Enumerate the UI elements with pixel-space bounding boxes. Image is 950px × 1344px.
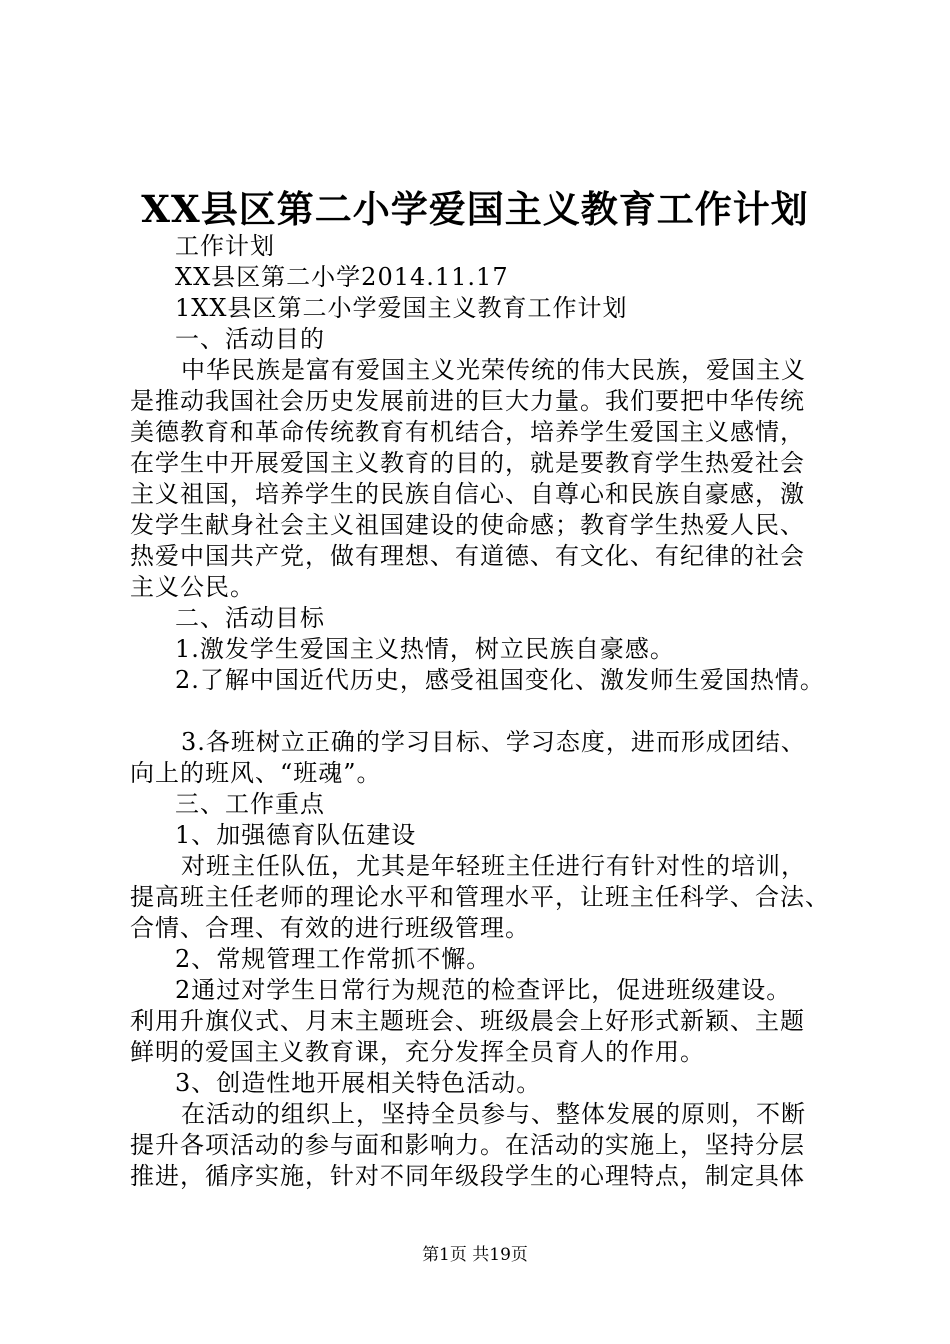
text-line: 工作计划 [175,232,275,260]
text-line: XX县区第二小学2014.11.17 [175,263,509,291]
paragraph-line: 在学生中开展爱国主义教育的目的，就是要教育学生热爱社会 [130,449,805,477]
paragraph-line: 2通过对学生日常行为规范的检查评比，促进班级建设。 [175,976,792,1004]
paragraph-line: 对班主任队伍，尤其是年轻班主任进行有针对性的培训， [181,852,806,880]
subsection-heading: 2、常规管理工作常抓不懈。 [175,945,492,973]
list-item: 2.了解中国近代历史，感受祖国变化、激发师生爱国热情。 [175,666,825,694]
paragraph-line: 主义公民。 [130,573,255,601]
paragraph-line: 提高班主任老师的理论水平和管理水平，让班主任科学、合法、 [130,883,830,911]
paragraph-line: 中华民族是富有爱国主义光荣传统的伟大民族，爱国主义 [181,356,806,384]
paragraph-line: 利用升旗仪式、月末主题班会、班级晨会上好形式新颖、主题 [130,1007,805,1035]
paragraph-line: 主义祖国，培养学生的民族自信心、自尊心和民族自豪感，激 [130,480,805,508]
subsection-heading: 1、加强德育队伍建设 [175,821,417,849]
paragraph-line: 发学生献身社会主义祖国建设的使命感；教育学生热爱人民、 [130,511,805,539]
subsection-heading: 3、创造性地开展相关特色活动。 [175,1069,542,1097]
paragraph-line: 合情、合理、有效的进行班级管理。 [130,914,530,942]
text-line: 1XX县区第二小学爱国主义教育工作计划 [175,294,628,322]
section-heading: 二、活动目标 [175,604,325,632]
document-body [130,231,840,1192]
section-heading: 一、活动目的 [175,325,325,353]
paragraph-line: 推进，循序实施，针对不同年级段学生的心理特点，制定具体 [130,1162,805,1190]
paragraph-line: 提升各项活动的参与面和影响力。在活动的实施上，坚持分层 [130,1131,805,1159]
page-footer: 第1页 共19页 [422,1245,528,1265]
paragraph-line: 美德教育和革命传统教育有机结合，培养学生爱国主义感情， [130,418,805,446]
paragraph-line: 在活动的组织上，坚持全员参与、整体发展的原则，不断 [181,1100,806,1128]
list-item: 3.各班树立正确的学习目标、学习态度，进而形成团结、 [181,728,806,756]
list-item: 1.激发学生爱国主义热情，树立民族自豪感。 [175,635,675,663]
paragraph-line: 是推动我国社会历史发展前进的巨大力量。我们要把中华传统 [130,387,805,415]
section-heading: 三、工作重点 [175,790,325,818]
paragraph-line: 热爱中国共产党，做有理想、有道德、有文化、有纪律的社会 [130,542,805,570]
list-item-continuation: 向上的班风、“班魂”。 [130,759,382,787]
document-title: XX县区第二小学爱国主义教育工作计划 [141,187,809,231]
paragraph-line: 鲜明的爱国主义教育课，充分发挥全员育人的作用。 [130,1038,705,1066]
blank-line [130,696,840,727]
